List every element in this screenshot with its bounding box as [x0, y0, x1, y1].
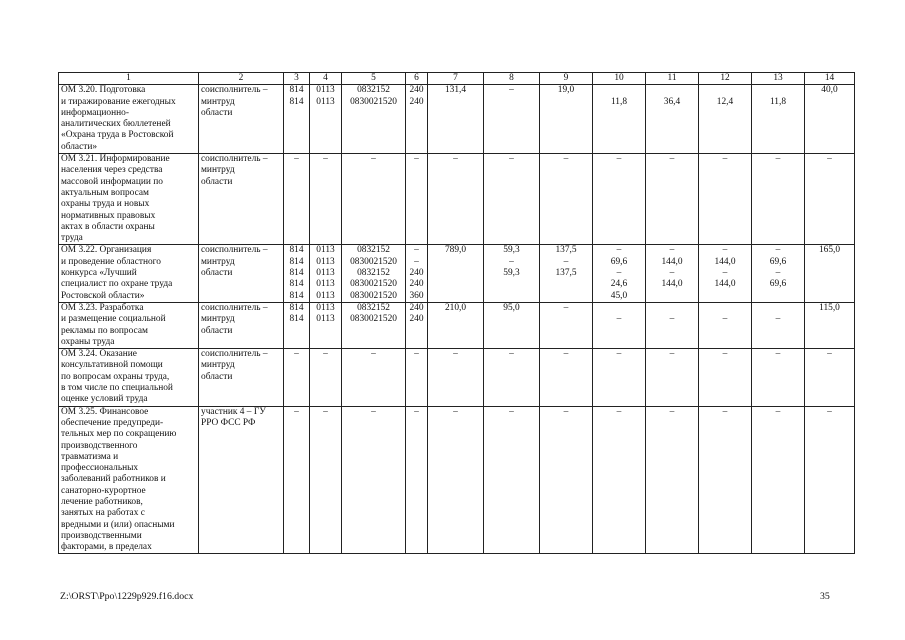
- cell-line: –: [616, 268, 622, 279]
- cell-line: 0830021520: [350, 290, 397, 301]
- value-cell: [646, 85, 699, 154]
- cell-line: и проведение областного: [61, 256, 161, 267]
- cell-line: –: [722, 314, 728, 325]
- value-cell: [342, 302, 406, 348]
- cell-line: [648, 85, 696, 96]
- cell-line: –: [669, 314, 675, 325]
- cell-line: 59,3: [503, 245, 520, 256]
- header-cell: 14: [805, 73, 855, 85]
- cell-line: 240: [409, 314, 424, 325]
- cell-line: –: [323, 406, 328, 417]
- cell-line: 0830021520: [350, 256, 397, 267]
- header-cell: 1: [59, 73, 199, 85]
- cell-line: 36,4: [663, 96, 681, 107]
- header-cell: 7: [428, 73, 484, 85]
- header-cell: 5: [342, 73, 406, 85]
- cell-line: области: [201, 325, 233, 336]
- value-cell: [805, 85, 855, 154]
- cell-line: ОМ 3.23. Разработка: [61, 302, 144, 313]
- value-cell: [484, 154, 540, 245]
- cell-line: 137,5: [555, 245, 577, 256]
- table-row: [59, 85, 855, 154]
- table-row: [59, 406, 855, 554]
- cell-line: 0113: [316, 314, 335, 325]
- cell-line: охраны труда: [61, 336, 115, 347]
- header-cell: 4: [310, 73, 342, 85]
- cell-line: 144,0: [661, 279, 683, 290]
- cell-line: 814: [289, 85, 304, 96]
- cell-line: 789,0: [444, 245, 467, 256]
- cell-line: санаторно-курортное: [61, 485, 146, 496]
- cell-line: ОМ 3.21. Информирование: [61, 154, 170, 165]
- cell-line: 240: [409, 85, 424, 96]
- cell-line: Ростовской области»: [61, 290, 145, 301]
- cell-line: –: [563, 154, 569, 165]
- cell-line: 0113: [316, 302, 335, 313]
- value-cell: [284, 154, 310, 245]
- cell-line: соисполнитель –: [201, 154, 268, 165]
- cell-line: –: [669, 245, 675, 256]
- value-cell: [310, 349, 342, 406]
- cell-line: 0113: [316, 256, 335, 267]
- value-cell: [310, 302, 342, 348]
- cell-line: нормативных правовых: [61, 210, 156, 221]
- cell-line: 0830021520: [350, 279, 397, 290]
- cell-line: охраны труда и новых: [61, 199, 150, 210]
- footer-file-path: Z:\ORST\Ppo\1229p929.f16.docx: [60, 591, 194, 602]
- cell-line: массовой информации по: [61, 176, 163, 187]
- cell-line: –: [323, 154, 328, 165]
- cell-line: травматизма и: [61, 451, 119, 462]
- value-cell: [593, 245, 646, 302]
- cell-line: ОМ 3.24. Оказание: [61, 349, 137, 360]
- value-cell: [699, 302, 752, 348]
- header-cell: 9: [540, 73, 593, 85]
- cell-line: –: [294, 154, 299, 165]
- executor-cell: [199, 154, 284, 245]
- executor-cell: [199, 406, 284, 554]
- cell-line: ОМ 3.20. Подготовка: [61, 85, 146, 96]
- cell-line: 0832152: [357, 268, 390, 279]
- value-cell: [484, 302, 540, 348]
- measure-name-cell: [59, 349, 199, 406]
- cell-line: 40,0: [821, 85, 838, 96]
- cell-line: –: [371, 349, 376, 360]
- cell-line: 814: [289, 268, 304, 279]
- value-cell: [342, 154, 406, 245]
- cell-line: –: [775, 268, 781, 279]
- cell-line: –: [371, 154, 376, 165]
- value-cell: [805, 406, 855, 554]
- cell-line: соисполнитель –: [201, 85, 268, 96]
- cell-line: –: [669, 406, 675, 417]
- header-cell: 10: [593, 73, 646, 85]
- cell-line: области»: [61, 141, 98, 152]
- cell-line: области: [201, 268, 233, 279]
- table-row: [59, 154, 855, 245]
- table-row: [59, 245, 855, 302]
- cell-line: информационно-: [61, 107, 129, 118]
- cell-line: и размещение социальной: [61, 314, 166, 325]
- cell-line: 0113: [316, 245, 335, 256]
- executor-cell: [199, 245, 284, 302]
- cell-line: 240: [409, 268, 424, 279]
- cell-line: –: [563, 349, 569, 360]
- cell-line: 0830021520: [350, 314, 397, 325]
- cell-line: 165,0: [818, 245, 841, 256]
- value-cell: [284, 349, 310, 406]
- value-cell: [699, 349, 752, 406]
- value-cell: [805, 245, 855, 302]
- cell-line: [648, 303, 696, 314]
- cell-line: 240: [409, 302, 424, 313]
- cell-line: –: [453, 154, 458, 165]
- value-cell: [540, 85, 593, 154]
- cell-line: –: [453, 406, 458, 417]
- cell-line: производственными: [61, 530, 142, 541]
- value-cell: [428, 349, 484, 406]
- value-cell: [284, 302, 310, 348]
- cell-line: –: [414, 349, 419, 360]
- cell-line: –: [509, 256, 514, 267]
- cell-line: труда: [61, 233, 83, 244]
- table-row: [59, 349, 855, 406]
- cell-line: области: [201, 371, 233, 382]
- cell-line: производственного: [61, 440, 138, 451]
- cell-line: области: [201, 107, 233, 118]
- cell-line: профессиональных: [61, 463, 139, 474]
- cell-line: 24,6: [610, 279, 628, 290]
- cell-line: –: [775, 349, 781, 360]
- cell-line: [754, 85, 802, 96]
- cell-line: [754, 303, 802, 314]
- cell-line: 0113: [316, 279, 335, 290]
- cell-line: заболеваний работников и: [61, 474, 166, 485]
- value-cell: [484, 406, 540, 554]
- value-cell: [699, 245, 752, 302]
- value-cell: [646, 349, 699, 406]
- value-cell: [342, 406, 406, 554]
- cell-line: –: [775, 314, 781, 325]
- cell-line: 115,0: [819, 302, 840, 313]
- cell-line: 0832152: [357, 85, 390, 96]
- cell-line: 144,0: [714, 279, 736, 290]
- value-cell: [484, 85, 540, 154]
- header-cell: 13: [752, 73, 805, 85]
- measure-name-cell: [59, 245, 199, 302]
- cell-line: 814: [289, 290, 304, 301]
- value-cell: [646, 302, 699, 348]
- cell-line: 0113: [316, 268, 335, 279]
- cell-line: –: [616, 406, 622, 417]
- cell-line: 95,0: [503, 302, 520, 313]
- header-cell: 12: [699, 73, 752, 85]
- cell-line: 814: [289, 279, 304, 290]
- cell-line: ОМ 3.22. Организация: [61, 245, 152, 256]
- cell-line: 19,0: [557, 85, 575, 96]
- cell-line: 137,5: [555, 268, 577, 279]
- budget-table: [58, 72, 855, 554]
- cell-line: –: [509, 406, 514, 417]
- header-cell: 2: [199, 73, 284, 85]
- cell-line: –: [509, 154, 514, 165]
- cell-line: консультативной помощи: [61, 360, 163, 371]
- cell-line: 814: [289, 314, 304, 325]
- value-cell: [428, 85, 484, 154]
- cell-line: 0113: [316, 85, 335, 96]
- table-row: [59, 302, 855, 348]
- cell-line: занятых на работах с: [61, 508, 145, 519]
- cell-line: 11,8: [769, 96, 787, 107]
- cell-line: соисполнитель –: [201, 349, 268, 360]
- value-cell: [646, 245, 699, 302]
- value-cell: [593, 154, 646, 245]
- cell-line: –: [294, 406, 299, 417]
- header-cell: 11: [646, 73, 699, 85]
- cell-line: 814: [289, 302, 304, 313]
- cell-line: –: [775, 245, 781, 256]
- cell-line: –: [775, 154, 781, 165]
- cell-line: –: [722, 245, 728, 256]
- value-cell: [310, 245, 342, 302]
- value-cell: [593, 302, 646, 348]
- value-cell: [406, 302, 428, 348]
- cell-line: –: [509, 349, 514, 360]
- cell-line: 11,8: [610, 96, 628, 107]
- value-cell: [428, 154, 484, 245]
- cell-line: –: [616, 245, 622, 256]
- value-cell: [699, 406, 752, 554]
- cell-line: 0832152: [357, 302, 390, 313]
- header-row: [59, 73, 855, 85]
- executor-cell: [199, 302, 284, 348]
- cell-line: –: [775, 406, 781, 417]
- cell-line: 131,4: [444, 85, 467, 96]
- cell-line: 240: [409, 96, 424, 107]
- value-cell: [805, 154, 855, 245]
- value-cell: [428, 302, 484, 348]
- cell-line: области: [201, 176, 233, 187]
- cell-line: тельных мер по сокращению: [61, 429, 177, 440]
- cell-line: специалист по охране труда: [61, 279, 173, 290]
- cell-line: –: [722, 154, 728, 165]
- cell-line: –: [722, 406, 728, 417]
- value-cell: [406, 85, 428, 154]
- cell-line: –: [722, 268, 728, 279]
- value-cell: [752, 245, 805, 302]
- cell-line: –: [827, 406, 832, 417]
- value-cell: [406, 154, 428, 245]
- cell-line: и тиражирование ежегодных: [61, 96, 176, 107]
- cell-line: факторами, в пределах: [61, 542, 152, 553]
- value-cell: [310, 85, 342, 154]
- header-cell: 3: [284, 73, 310, 85]
- cell-line: участник 4 – ГУ: [201, 406, 266, 417]
- executor-cell: [199, 349, 284, 406]
- cell-line: –: [563, 406, 569, 417]
- cell-line: 69,6: [769, 256, 787, 267]
- value-cell: [540, 154, 593, 245]
- value-cell: [342, 349, 406, 406]
- value-cell: [752, 406, 805, 554]
- cell-line: –: [616, 154, 622, 165]
- value-cell: [540, 245, 593, 302]
- measure-name-cell: [59, 85, 199, 154]
- value-cell: [310, 154, 342, 245]
- value-cell: [805, 302, 855, 348]
- value-cell: [752, 154, 805, 245]
- cell-line: населения через средства: [61, 165, 163, 176]
- cell-line: обеспечение предупреди-: [61, 417, 164, 428]
- measure-name-cell: [59, 406, 199, 554]
- value-cell: [284, 406, 310, 554]
- cell-line: 0830021520: [350, 96, 397, 107]
- value-cell: [752, 302, 805, 348]
- cell-line: 69,6: [610, 256, 628, 267]
- cell-line: –: [616, 349, 622, 360]
- value-cell: [406, 406, 428, 554]
- value-cell: [593, 349, 646, 406]
- cell-line: в том числе по специальной: [61, 383, 173, 394]
- cell-line: –: [294, 349, 299, 360]
- value-cell: [752, 349, 805, 406]
- cell-line: ОМ 3.25. Финансовое: [61, 406, 149, 417]
- cell-line: «Охрана труда в Ростовской: [61, 130, 174, 141]
- cell-line: вредными и (или) опасными: [61, 519, 175, 530]
- cell-line: –: [453, 349, 458, 360]
- cell-line: рекламы по вопросам: [61, 325, 148, 336]
- value-cell: [752, 85, 805, 154]
- value-cell: [406, 245, 428, 302]
- value-cell: [342, 245, 406, 302]
- value-cell: [593, 406, 646, 554]
- cell-line: минтруд: [201, 165, 235, 176]
- value-cell: [646, 154, 699, 245]
- header-cell: 6: [406, 73, 428, 85]
- cell-line: –: [414, 256, 419, 267]
- executor-cell: [199, 85, 284, 154]
- value-cell: [699, 154, 752, 245]
- cell-line: –: [827, 349, 832, 360]
- value-cell: [593, 85, 646, 154]
- cell-line: [595, 85, 643, 96]
- cell-line: 814: [289, 96, 304, 107]
- cell-line: –: [616, 314, 622, 325]
- cell-line: –: [669, 349, 675, 360]
- cell-line: –: [414, 154, 419, 165]
- cell-line: минтруд: [201, 256, 235, 267]
- cell-line: –: [371, 406, 376, 417]
- value-cell: [284, 245, 310, 302]
- cell-line: [701, 85, 749, 96]
- cell-line: 210,0: [444, 302, 467, 313]
- cell-line: соисполнитель –: [201, 302, 268, 313]
- value-cell: [540, 349, 593, 406]
- cell-line: –: [669, 154, 675, 165]
- cell-line: актуальным вопросам: [61, 187, 149, 198]
- cell-line: –: [827, 154, 832, 165]
- cell-line: –: [563, 302, 569, 313]
- cell-line: аналитических бюллетеней: [61, 119, 171, 130]
- value-cell: [540, 302, 593, 348]
- cell-line: 59,3: [503, 268, 520, 279]
- cell-line: –: [414, 245, 419, 256]
- cell-line: конкурса «Лучший: [61, 268, 137, 279]
- cell-line: РРО ФСС РФ: [201, 417, 256, 428]
- value-cell: [428, 245, 484, 302]
- cell-line: лечение работников,: [61, 496, 143, 507]
- cell-line: –: [563, 256, 569, 267]
- cell-line: по вопросам охраны труда,: [61, 371, 170, 382]
- value-cell: [646, 406, 699, 554]
- value-cell: [484, 245, 540, 302]
- cell-line: 0113: [316, 290, 335, 301]
- cell-line: минтруд: [201, 360, 235, 371]
- cell-line: минтруд: [201, 314, 235, 325]
- value-cell: [310, 406, 342, 554]
- cell-line: 814: [289, 245, 304, 256]
- cell-line: –: [722, 349, 728, 360]
- cell-line: [701, 303, 749, 314]
- value-cell: [699, 85, 752, 154]
- cell-line: 12,4: [716, 96, 734, 107]
- cell-line: 0832152: [357, 245, 390, 256]
- cell-line: –: [414, 406, 419, 417]
- value-cell: [342, 85, 406, 154]
- cell-line: 144,0: [661, 256, 683, 267]
- cell-line: [595, 303, 643, 314]
- cell-line: –: [509, 85, 514, 96]
- cell-line: 144,0: [714, 256, 736, 267]
- cell-line: 69,6: [769, 279, 787, 290]
- cell-line: актах в области охраны: [61, 221, 155, 232]
- value-cell: [428, 406, 484, 554]
- cell-line: соисполнитель –: [201, 245, 268, 256]
- page-number: 35: [820, 591, 830, 602]
- cell-line: 240: [409, 279, 424, 290]
- cell-line: –: [323, 349, 328, 360]
- cell-line: 360: [409, 290, 424, 301]
- value-cell: [805, 349, 855, 406]
- measure-name-cell: [59, 154, 199, 245]
- value-cell: [484, 349, 540, 406]
- value-cell: [540, 406, 593, 554]
- header-cell: 8: [484, 73, 540, 85]
- value-cell: [284, 85, 310, 154]
- measure-name-cell: [59, 302, 199, 348]
- cell-line: минтруд: [201, 96, 235, 107]
- cell-line: 0113: [316, 96, 335, 107]
- cell-line: оценке условий труда: [61, 394, 148, 405]
- value-cell: [406, 349, 428, 406]
- cell-line: –: [669, 268, 675, 279]
- cell-line: 45,0: [610, 290, 628, 301]
- cell-line: 814: [289, 256, 304, 267]
